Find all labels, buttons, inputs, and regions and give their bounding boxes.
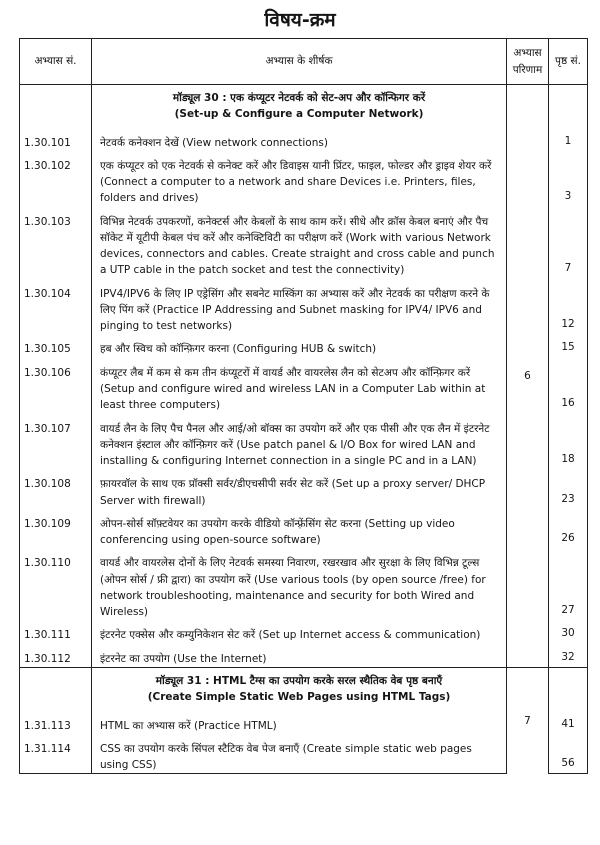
exercise-number: 1.30.107 (20, 414, 92, 470)
module-31-english-title: (Create Simple Static Web Pages using HTML Tags) (147, 691, 451, 704)
exercise-number: 1.30.105 (20, 334, 92, 357)
exercise-page: 30 (549, 620, 588, 643)
exercise-title: CSS का उपयोग करके सिंपल स्टैटिक वेब पेज बनाएँ (Create simple static web pages using CSS) (92, 734, 507, 774)
exercise-title: इंटरनेट का उपयोग (Use the Internet) (92, 644, 507, 668)
table-row (20, 358, 588, 414)
table-row (20, 734, 588, 774)
table-row (20, 334, 588, 357)
exercise-title: फ़ायरवॉल के साथ एक प्रॉक्सी सर्वर/डीएचसीपी सर्वर सेट करें (Set up a proxy server/ DHCP Server with firewall) (92, 469, 507, 509)
exercise-number: 1.30.109 (20, 509, 92, 549)
module-31-body (20, 667, 588, 773)
module-31-hindi-title: मॉड्यूल 31 : HTML टैग्स का उपयोग करके सरल स्थैतिक वेब पृष्ठ बनाएँ (155, 674, 443, 687)
exercise-page: 32 (549, 644, 588, 668)
table-row (20, 414, 588, 470)
exercise-number: 1.30.104 (20, 279, 92, 335)
module-30-hindi-title: मॉड्यूल 30 : एक कंप्यूटर नेटवर्क को सेट-अप और कॉन्फिगर करें (172, 92, 426, 104)
module-30-heading-row (20, 85, 588, 128)
table-row (20, 469, 588, 509)
table-row (20, 548, 588, 620)
module-31-result: 7 (507, 667, 549, 773)
exercise-title: वायर्ड और वायरलेस दोनों के लिए नेटवर्क समस्या निवारण, रखरखाव और सुरक्षा के लिए विभिन्न टूल्स (ओपन सोर्स / फ्री द्वारा) का उपयोग करें (Use various tools (by open source /free) for network troubleshooting, maintenance and security for both Wired and Wireless) (92, 548, 507, 620)
exercise-title: HTML का अभ्यास करें (Practice HTML) (92, 711, 507, 734)
exercise-page: 41 (549, 711, 588, 734)
exercise-page: 7 (549, 207, 588, 279)
exercise-number: 1.31.113 (20, 711, 92, 734)
exercise-title: एक कंप्यूटर को एक नेटवर्क से कनेक्ट करें और डिवाइस यानी प्रिंटर, फाइल, फोल्डर और ड्राइव शेयर करें (Connect a computer to a network and share Devices i.e. Printers, files, folders and drives) (92, 151, 507, 207)
table-row (20, 711, 588, 734)
exercise-page: 16 (549, 358, 588, 414)
exercise-title: कंप्यूटर लैब में कम से कम तीन कंप्यूटरों में वायर्ड और वायरलेस लैन को सेटअप और कॉन्फ़िगर करें (Setup and configure wired and wireless LAN in a Computer Lab within at least three computers) (92, 358, 507, 414)
module-30-body (20, 85, 588, 668)
exercise-title: नेटवर्क कनेक्शन देखें (View network connections) (92, 128, 507, 151)
exercise-page: 3 (549, 151, 588, 207)
contents-table (19, 38, 588, 774)
header-result-line1: अभ्यास (513, 47, 542, 60)
table-row (20, 279, 588, 335)
header-result-line2: परिणाम (512, 63, 543, 76)
exercise-title: इंटरनेट एक्सेस और कम्युनिकेशन सेट करें (Set up Internet access & communication) (92, 620, 507, 643)
module-30-result: 6 (507, 85, 549, 668)
exercise-page: 15 (549, 334, 588, 357)
exercise-number: 1.30.101 (20, 128, 92, 151)
exercise-page: 12 (549, 279, 588, 335)
module-31-heading-row (20, 667, 588, 710)
exercise-page: 56 (549, 734, 588, 774)
exercise-number: 1.30.110 (20, 548, 92, 620)
exercise-page: 26 (549, 509, 588, 549)
table-row (20, 620, 588, 643)
table-row (20, 128, 588, 151)
table-header-row (20, 39, 588, 85)
table-row (20, 151, 588, 207)
exercise-title: वायर्ड लैन के लिए पैच पैनल और आई/ओ बॉक्स का उपयोग करें और एक पीसी और एक लैन में इंटरनेट कनेक्शन इंस्टाल और कॉन्फ़िगर करें (Use patch panel & I/O Box for wired LAN and installing & configuring Internet connection in a single PC and in a LAN) (92, 414, 507, 470)
table-row (20, 207, 588, 279)
exercise-number: 1.30.111 (20, 620, 92, 643)
exercise-title: विभिन्न नेटवर्क उपकरणों, कनेक्टर्स और केबलों के साथ काम करें। सीधे और क्रॉस केबल बनाएं और पैच सॉकेट में यूटीपी केबल पंच करें और कनेक्टिविटी का परीक्षण करें (Work with various Network devices, connectors and cables. Create straight and cross cable and punch a UTP cable in the patch socket and test the connectivity) (92, 207, 507, 279)
exercise-title: हब और स्विच को कॉन्फ़िगर करना (Configuring HUB & switch) (92, 334, 507, 357)
exercise-page: 18 (549, 414, 588, 470)
exercise-number: 1.30.103 (20, 207, 92, 279)
exercise-page: 1 (549, 128, 588, 151)
header-title: अभ्यास के शीर्षक (92, 39, 507, 85)
page-title: विषय-क्रम (264, 9, 336, 31)
exercise-number: 1.30.112 (20, 644, 92, 668)
exercise-title: ओपन-सोर्स सॉफ़्टवेयर का उपयोग करके वीडियो कॉन्फ़्रेंसिंग सेट करना (Setting up video conferencing using open-source software) (92, 509, 507, 549)
header-number: अभ्यास सं. (20, 39, 92, 85)
table-row (20, 644, 588, 668)
exercise-number: 1.30.102 (20, 151, 92, 207)
header-result (507, 39, 549, 85)
table-row (20, 509, 588, 549)
module-30-english-title: (Set-up & Configure a Computer Network) (174, 108, 424, 121)
exercise-title: IPV4/IPV6 के लिए IP एड्रेसिंग और सबनेट मास्किंग का अभ्यास करें और नेटवर्क का परीक्षण करने के लिए पिंग करें (Practice IP Addressing and Subnet masking for IPV4/ IPV6 and pinging to test networks) (92, 279, 507, 335)
exercise-page: 27 (549, 548, 588, 620)
exercise-number: 1.30.108 (20, 469, 92, 509)
exercise-number: 1.30.106 (20, 358, 92, 414)
exercise-number: 1.31.114 (20, 734, 92, 774)
exercise-page: 23 (549, 469, 588, 509)
header-page: पृष्ठ सं. (549, 39, 588, 85)
